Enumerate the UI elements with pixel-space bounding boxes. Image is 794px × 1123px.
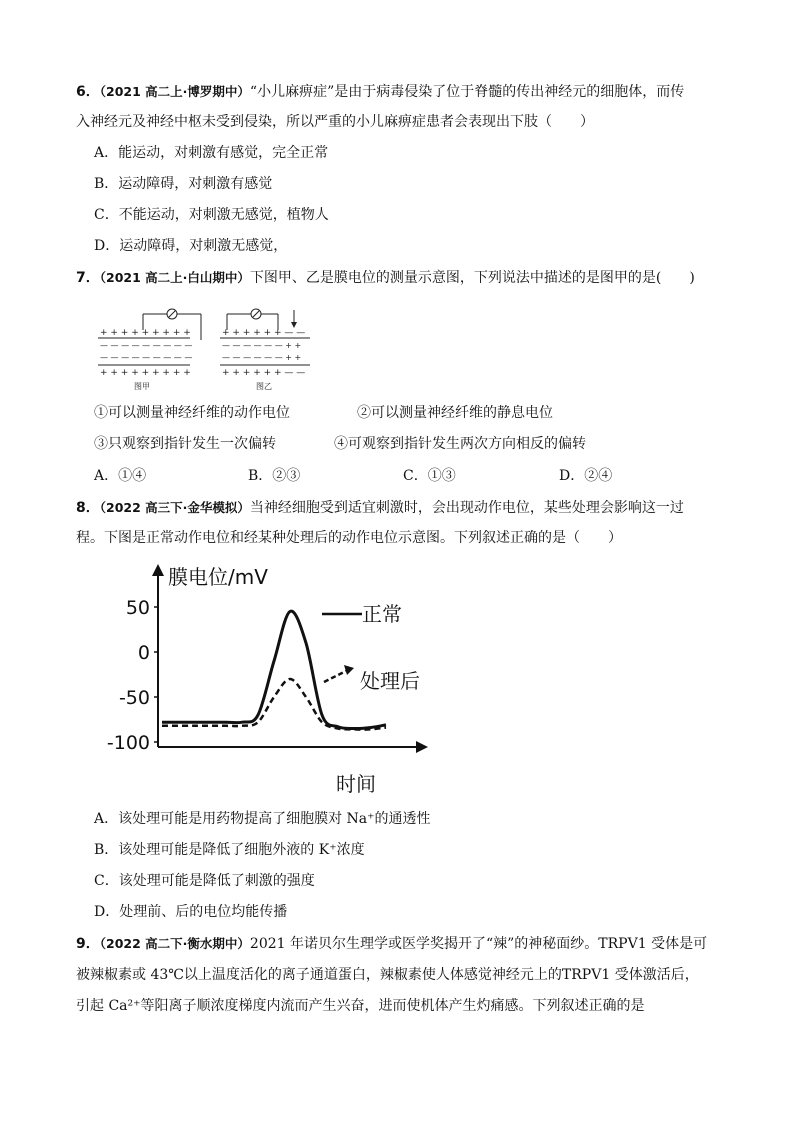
- y-tick-label: 50: [125, 597, 150, 619]
- q8-action-potential-chart: [100, 562, 440, 800]
- q7-figure-b: [220, 309, 310, 391]
- y-tick-label: 0: [137, 642, 150, 664]
- q7-statement-4: ④可观察到指针发生两次方向相反的偏转: [334, 436, 586, 452]
- q7-a-bot-inner: — — — — — — — — —: [100, 353, 193, 362]
- q8-stem-line1: [76, 498, 684, 518]
- q7-option-d: D．②④: [559, 468, 613, 484]
- chart-series-labels: [322, 602, 420, 693]
- q8-source: （2022 高三下·金华模拟）: [99, 500, 250, 515]
- q7-b-bot-outer: + + + + + + — —: [222, 368, 306, 378]
- chart-ylabel: 膜电位/mV: [168, 565, 268, 589]
- q7-a-bot-outer: + + + + + + + + +: [100, 368, 191, 378]
- q6-number: 6．: [76, 84, 100, 100]
- q6-option-b: B．运动障碍，对刺激有感觉: [94, 176, 273, 192]
- series-treated-arrow-icon: [344, 665, 354, 675]
- q9-stem-line3: 引起 Ca²⁺等阳离子顺浓度梯度内流而产生兴奋，进而使机体产生灼痛感。下列叙述正确的是: [76, 998, 645, 1014]
- q8-number: 8．: [76, 500, 100, 516]
- series-label-normal: 正常: [362, 602, 402, 626]
- q6-stem-line1: [76, 82, 684, 102]
- q7-label-b: 图乙: [256, 382, 272, 391]
- chart-series: [162, 611, 386, 729]
- q7-statement-3: ③只观察到指针发生一次偏转: [94, 436, 276, 452]
- q7-statement-2: ②可以测量神经纤维的静息电位: [357, 405, 553, 421]
- q6-stem-line2: 入神经元及神经中枢未受到侵染，所以严重的小儿麻痹症患者会表现出下肢（ ）: [76, 114, 594, 130]
- q7-option-b: B．②③: [248, 468, 301, 484]
- q7-b-top-outer: + + + + + + — —: [222, 328, 306, 338]
- q6-option-c: C．不能运动，对刺激无感觉，植物人: [94, 207, 329, 223]
- q9-stem-text1: 2021 年诺贝尔生理学或医学奖揭开了“辣”的神秘面纱。TRPV1 受体是可: [249, 936, 708, 952]
- series-label-treated: 处理后: [360, 669, 420, 693]
- q8-stem-text1: 当神经细胞受到适宜刺激时，会出现动作电位，某些处理会影响这一过: [249, 500, 684, 516]
- q6-stem-text1: “小儿麻痹症”是由于病毒侵染了位于脊髓的传出神经元的细胞体，而传: [249, 84, 685, 100]
- chart-xlabel: 时间: [336, 772, 376, 796]
- q9-stem-line2: 被辣椒素或 43℃以上温度活化的离子通道蛋白，辣椒素使人体感觉神经元上的TRPV1 受体激活后，: [76, 967, 699, 983]
- q9-number: 9．: [76, 936, 100, 952]
- q6-option-a: A．能运动，对刺激有感觉，完全正常: [94, 145, 329, 161]
- q7-figure-a: [98, 309, 201, 391]
- y-tick-label: -100: [106, 732, 150, 754]
- q8-option-a: A．该处理可能是用药物提高了细胞膜对 Na⁺的通透性: [94, 811, 431, 827]
- q7-b-top-inner: — — — — — — + +: [222, 341, 302, 350]
- q7-b-bot-inner: — — — — — — + +: [222, 353, 302, 362]
- q7-label-a: 图甲: [134, 382, 150, 391]
- x-axis-arrow-icon: [416, 741, 428, 753]
- y-axis-arrow-icon: [152, 564, 164, 576]
- q9-stem-line1: [76, 934, 707, 954]
- q7-stem-line1: [76, 268, 695, 288]
- q7-number: 7．: [76, 270, 100, 286]
- q8-stem-line2: 程。下图是正常动作电位和经某种处理后的动作电位示意图。下列叙述正确的是（ ）: [76, 530, 622, 546]
- q7-stem-text1: 下图甲、乙是膜电位的测量示意图，下列说法中描述的是图甲的是( ): [249, 270, 695, 286]
- series-treated-leader: [324, 670, 348, 682]
- q7-a-top-inner: — — — — — — — — —: [100, 341, 193, 350]
- series-line-normal: [162, 611, 386, 728]
- q6-source: （2021 高二上·博罗期中）: [99, 84, 250, 99]
- q7-a-top-outer: + + + + + + + + +: [100, 328, 191, 338]
- q8-option-b: B．该处理可能是降低了细胞外液的 K⁺浓度: [94, 842, 365, 858]
- q7-statement-1: ①可以测量神经纤维的动作电位: [94, 405, 290, 421]
- q7-option-c: C．①③: [403, 468, 456, 484]
- q7-figure: [96, 302, 326, 392]
- q8-option-c: C．该处理可能是降低了刺激的强度: [94, 873, 315, 889]
- q7-source: （2021 高二上·白山期中）: [99, 270, 250, 285]
- y-tick-label: -50: [118, 687, 150, 709]
- chart-ticks: [107, 597, 158, 754]
- q9-source: （2022 高二下·衡水期中）: [99, 936, 250, 951]
- q6-option-d: D．运动障碍，对刺激无感觉，: [94, 238, 288, 254]
- q7-option-a: A．①④: [94, 468, 147, 484]
- q8-option-d: D．处理前、后的电位均能传播: [94, 904, 288, 920]
